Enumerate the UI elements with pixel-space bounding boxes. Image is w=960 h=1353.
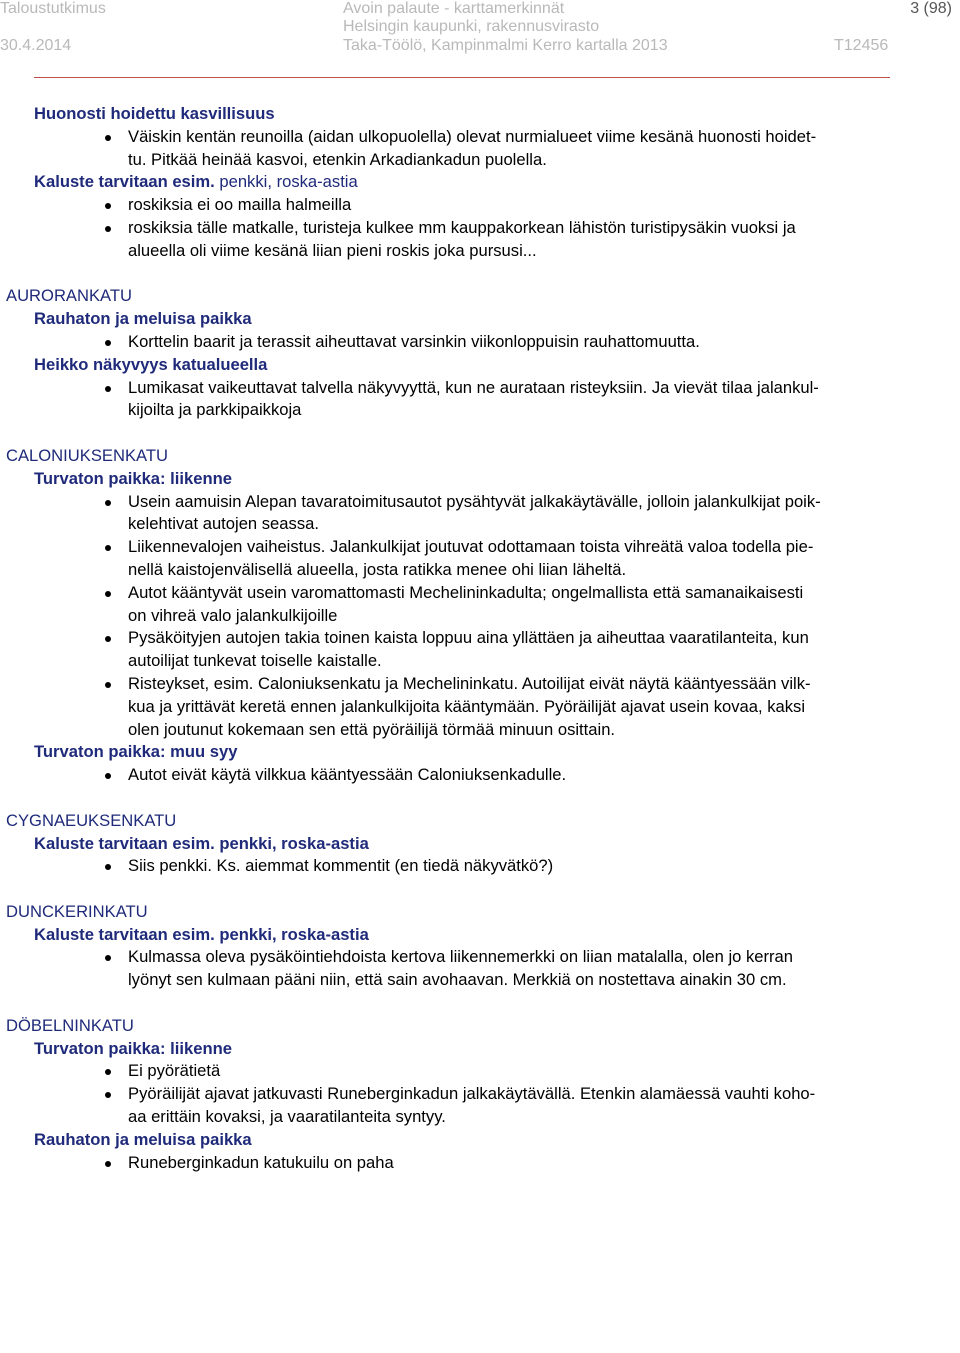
comment-item [0, 217, 960, 263]
comment-item [0, 673, 960, 741]
category-heading-tail: penkki, roska-astia [214, 172, 358, 192]
comment-list [0, 1060, 960, 1128]
comment-line: kelehtivat autojen seassa. [128, 514, 319, 534]
bullet-icon [105, 864, 111, 870]
header-company: Taloustutkimus [0, 0, 106, 17]
comment-line: kua ja yrittävät keretä ennen jalankulkijoita kääntymään. Pyöräilijät ajavat usein kovaa, kaksi [128, 696, 806, 716]
comment-line: on vihreä valo jalankulkijoille [128, 605, 338, 625]
comment-item [0, 1152, 960, 1175]
comment-item [0, 855, 960, 878]
comment-line: olen joutunut kokemaan sen että pyöräilijä törmää minuun osittain. [128, 719, 616, 739]
comment-item [0, 536, 960, 582]
bullet-icon [105, 340, 111, 346]
comment-line: Kulmassa oleva pysäköintiehdoista kertova liikennemerkki on liian matalalla, olen jo kerran [128, 947, 794, 967]
category-heading: Huonosti hoidettu kasvillisuus [34, 104, 275, 123]
comment-line: Pysäköityjen autojen takia toinen kaista loppuu aina yllättäen ja aiheuttaa vaaratilanteita, kun [128, 628, 809, 648]
category-heading: Kaluste tarvitaan esim. penkki, roska-astia [34, 833, 369, 853]
comment-line: Usein aamuisin Alepan tavaratoimitusautot pysähtyvät jalkakäytävälle, jolloin jalankulkijat poik- [128, 491, 821, 511]
comment-item [0, 491, 960, 537]
header-report-title: Avoin palaute - karttamerkinnät [343, 0, 565, 17]
category-heading: Heikko näkyvyys katualueella [34, 354, 268, 374]
category-heading: Rauhaton ja meluisa paikka [34, 309, 252, 329]
comment-item [0, 377, 960, 423]
comment-line: aa erittäin kovaksi, ja vaaratilanteita syntyy. [128, 1107, 446, 1127]
street-heading: DUNCKERINKATU [6, 901, 148, 921]
comment-list [0, 1152, 960, 1175]
page-header [0, 0, 960, 80]
category-heading-main: Kaluste tarvitaan esim. [34, 172, 215, 192]
header-project: Taka-Töölö, Kampinmalmi Kerro kartalla 2013 [343, 37, 668, 54]
comment-line: alueella oli viime kesänä liian pieni roskis joka pursusi... [128, 240, 537, 260]
comment-item [0, 764, 960, 787]
section-spacer [0, 263, 960, 286]
bullet-icon [105, 500, 111, 506]
comment-list [0, 194, 960, 262]
street-heading: CYGNAEUKSENKATU [6, 810, 177, 830]
section-spacer [0, 787, 960, 810]
bullet-icon [105, 636, 111, 642]
street-heading: AURORANKATU [6, 286, 133, 306]
bullet-icon [105, 545, 111, 551]
comment-item [0, 627, 960, 673]
comment-line: autoilijat tunkevat toiselle kaistalle. [128, 651, 382, 671]
comment-item [0, 582, 960, 628]
comment-list [0, 764, 960, 787]
street-heading: DÖBELNINKATU [6, 1015, 134, 1035]
comment-line: Ei pyörätietä [128, 1061, 221, 1081]
bullet-icon [105, 1092, 111, 1098]
document-body [0, 103, 960, 1174]
bullet-icon [105, 682, 111, 688]
bullet-icon [105, 591, 111, 597]
section-spacer [0, 878, 960, 901]
bullet-icon [105, 203, 111, 209]
section-spacer [0, 992, 960, 1015]
comment-line: Liikennevalojen vaiheistus. Jalankulkijat joutuvat odottamaan toista vihreätä valoa todella pie- [128, 537, 814, 557]
comment-item [0, 1083, 960, 1129]
comment-line: Runeberginkadun katukuilu on paha [128, 1152, 394, 1172]
bullet-icon [105, 1069, 111, 1075]
bullet-icon [105, 1161, 111, 1167]
header-client: Helsingin kaupunki, rakennusvirasto [343, 18, 600, 35]
comment-line: Autot eivät käytä vilkkua kääntyessään Caloniuksenkadulle. [128, 765, 567, 785]
category-heading: Rauhaton ja meluisa paikka [34, 1129, 252, 1149]
comment-line: Siis penkki. Ks. aiemmat kommentit (en tiedä näkyvätkö?) [128, 856, 554, 876]
comment-line: nellä kaistojenvälisellä alueella, josta ratikka menee ohi liian läheltä. [128, 559, 627, 579]
comment-line: roskiksia tälle matkalle, turisteja kulkee mm kauppakorkean lähistön turistipysäkin vuoksi ja [128, 217, 796, 237]
comment-list [0, 946, 960, 992]
category-heading: Turvaton paikka: liikenne [34, 1038, 232, 1058]
header-rule [34, 77, 890, 78]
comment-line: lyönyt sen kulmaan pääni niin, että sain avohaavan. Merkkiä on nostettava ainakin 30 cm. [128, 970, 787, 990]
comment-line: Autot kääntyvät usein varomattomasti Mechelininkadulta; ongelmallista että samanaikaisesti [128, 582, 804, 602]
bullet-icon [105, 955, 111, 961]
comment-item [0, 194, 960, 217]
category-heading: Turvaton paikka: liikenne [34, 468, 232, 488]
comment-list [0, 377, 960, 423]
comment-line: kijoilta ja parkkipaikkoja [128, 400, 302, 420]
category-heading [0, 171, 960, 194]
comment-item [0, 946, 960, 992]
comment-item [0, 1060, 960, 1083]
comment-line: Risteykset, esim. Caloniuksenkatu ja Mechelininkatu. Autoilijat eivät näytä kääntyessään vilk- [128, 673, 811, 693]
header-date: 30.4.2014 [0, 37, 72, 54]
comment-line: roskiksia ei oo mailla halmeilla [128, 195, 352, 215]
comment-list [0, 331, 960, 354]
bullet-icon [105, 773, 111, 779]
comment-list [0, 126, 960, 172]
bullet-icon [105, 386, 111, 392]
section-spacer [0, 422, 960, 445]
comment-line: Lumikasat vaikeuttavat talvella näkyvyyttä, kun ne aurataan risteyksiin. Ja vievät tilaa jalankul- [128, 377, 819, 397]
category-heading: Turvaton paikka: muu syy [34, 742, 238, 762]
comment-line: Väiskin kentän reunoilla (aidan ulkopuolella) olevat nurmialueet viime kesänä huonosti hoidet- [128, 126, 817, 146]
comment-item [0, 331, 960, 354]
header-project-code: T12456 [834, 37, 889, 54]
comment-list [0, 491, 960, 742]
category-heading: Kaluste tarvitaan esim. penkki, roska-astia [34, 924, 369, 944]
comment-line: Korttelin baarit ja terassit aiheuttavat varsinkin viikonloppuisin rauhattomuutta. [128, 331, 700, 351]
comment-item [0, 126, 960, 172]
bullet-icon [105, 226, 111, 232]
header-page-number: 3 (98) [910, 0, 952, 17]
comment-line: Pyöräilijät ajavat jatkuvasti Runeberginkadun jalkakäytävällä. Etenkin alamäessä vauhti koho- [128, 1084, 816, 1104]
comment-list [0, 855, 960, 878]
street-heading: CALONIUKSENKATU [6, 445, 168, 465]
bullet-icon [105, 135, 111, 141]
comment-line: tu. Pitkää heinää kasvoi, etenkin Arkadiankadun puolella. [128, 149, 547, 169]
